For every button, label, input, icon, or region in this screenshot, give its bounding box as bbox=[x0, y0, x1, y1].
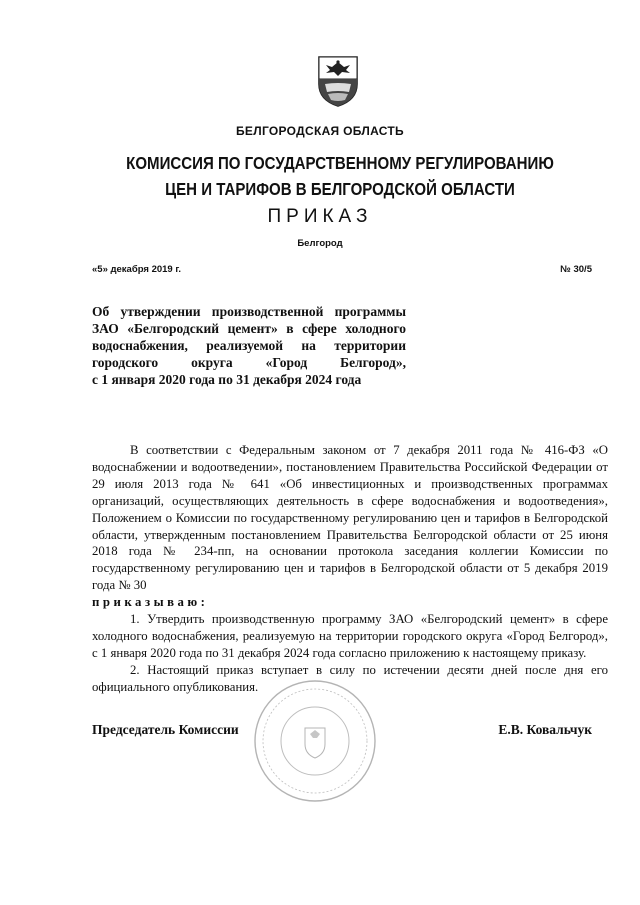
order-item-1: 1. Утвердить производственную программу ЗАО «Белгородский цемент» в сфере холодного водоснабжения, реализуемую на территории городского округа «Город Белгород», с 1 января 2020 года по 31 декабря 2024 года согласно приложению к настоящему приказу. bbox=[92, 612, 608, 660]
order-item-2: 2. Настоящий приказ вступает в силу по истечении десяти дней после дня его официального опубликования. bbox=[92, 662, 608, 694]
decree-word: приказываю: bbox=[92, 595, 209, 610]
subject-line: с 1 января 2020 года по 31 декабря 2024 года bbox=[92, 372, 362, 387]
subject-line: Об утверждении производственной программы bbox=[92, 304, 406, 319]
commission-name-line-1: КОМИССИЯ ПО ГОСУДАРСТВЕННОМУ РЕГУЛИРОВАНИЮ bbox=[126, 153, 554, 173]
commission-name-line-2: ЦЕН И ТАРИФОВ В БЕЛГОРОДСКОЙ ОБЛАСТИ bbox=[165, 179, 515, 199]
subject-line: водоснабжения, реализуемой на территории bbox=[92, 338, 406, 353]
commission-name bbox=[99, 150, 581, 202]
official-seal-stamp-icon bbox=[250, 676, 380, 806]
signatory-position: Председатель Комиссии bbox=[92, 722, 239, 737]
document-subject bbox=[92, 303, 406, 388]
belgorod-coat-of-arms-icon bbox=[316, 54, 360, 108]
subject-line: ЗАО «Белгородский цемент» в сфере холодного bbox=[92, 321, 406, 336]
document-body bbox=[92, 442, 608, 696]
document-type-title: ПРИКАЗ bbox=[267, 206, 373, 227]
preamble-paragraph: В соответствии с Федеральным законом от 7 декабря 2011 года № 416-ФЗ «О водоснабжении и водоотведении», постановлением Правительства Российской Федерации от 29 июля 2013 года № 641 «Об инвестиционных и производственных программах организаций, осуществляющих деятельность в сфере водоснабжения и водоотведения», Положением о Комиссии по государственному регулированию цен и тарифов в Белгородской области, утвержденным постановлением Правительства Белгородской области от 25 июня 2018 года № 234-пп, на основании протокола заседания коллегии Комиссии по государственному регулированию цен и тарифов в Белгородской области от 5 декабря 2019 года № 30 bbox=[92, 443, 608, 593]
document-number: № 30/5 bbox=[560, 264, 592, 275]
city-name: Белгород bbox=[297, 238, 343, 249]
document-date: «5» декабря 2019 г. bbox=[92, 264, 181, 275]
region-name: БЕЛГОРОДСКАЯ ОБЛАСТЬ bbox=[236, 124, 404, 138]
signatory-name: Е.В. Ковальчук bbox=[498, 722, 592, 737]
subject-line: городского округа «Город Белгород», bbox=[92, 355, 406, 370]
